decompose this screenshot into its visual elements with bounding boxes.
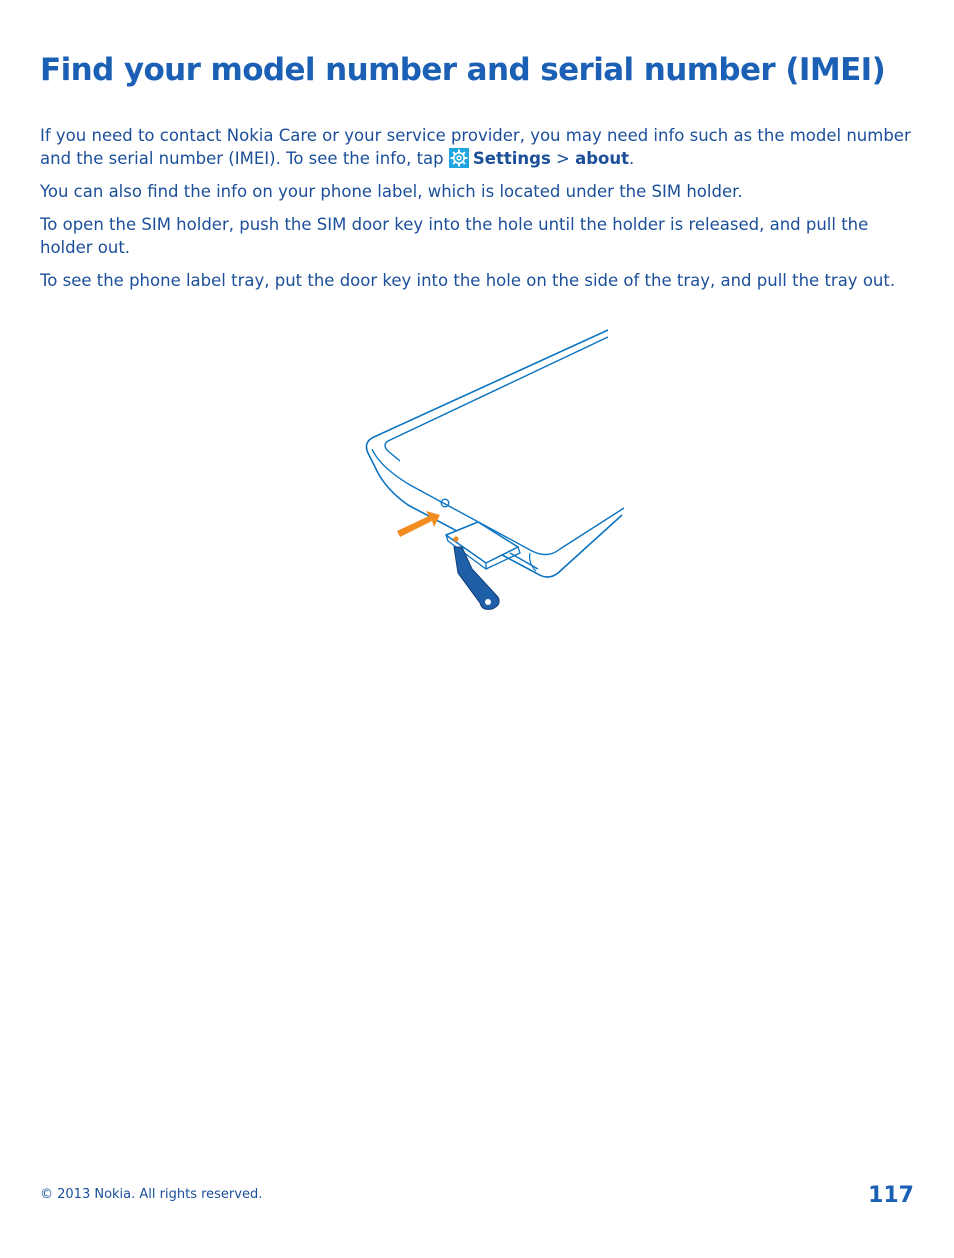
paragraph-model-info-text: If you need to contact Nokia Care or your service provider, you may need info such as the model number and the serial number (IMEI). To see the info, tap: [40, 126, 911, 168]
phone-illustration-svg: [360, 325, 630, 615]
about-label: about: [575, 149, 630, 168]
body-text: [40, 124, 920, 302]
menu-separator: >: [550, 149, 576, 168]
page-title: Find your model number and serial number (IMEI): [40, 52, 886, 88]
page-number: 117: [868, 1183, 914, 1208]
sim-tray-illustration: [360, 325, 630, 615]
paragraph-phone-label: You can also find the info on your phone label, which is located under the SIM holder.: [40, 182, 743, 201]
paragraph-model-info: [40, 124, 920, 170]
key-tip: [453, 536, 458, 541]
pull-direction-arrow: [397, 511, 440, 537]
paragraph-open-sim: To open the SIM holder, push the SIM door key into the hole until the holder is released, and pull the holder out.: [40, 215, 869, 257]
phone-groove: [530, 553, 536, 571]
paragraph-label-tray: To see the phone label tray, put the door key into the hole on the side of the tray, and pull the tray out.: [40, 271, 896, 290]
door-key-ring: [485, 599, 491, 605]
phone-screen-edge: [385, 337, 608, 461]
sentence-end: .: [629, 149, 635, 168]
footer-copyright: © 2013 Nokia. All rights reserved.: [40, 1187, 263, 1202]
settings-label: Settings: [472, 149, 551, 168]
gear-icon: [449, 148, 469, 168]
